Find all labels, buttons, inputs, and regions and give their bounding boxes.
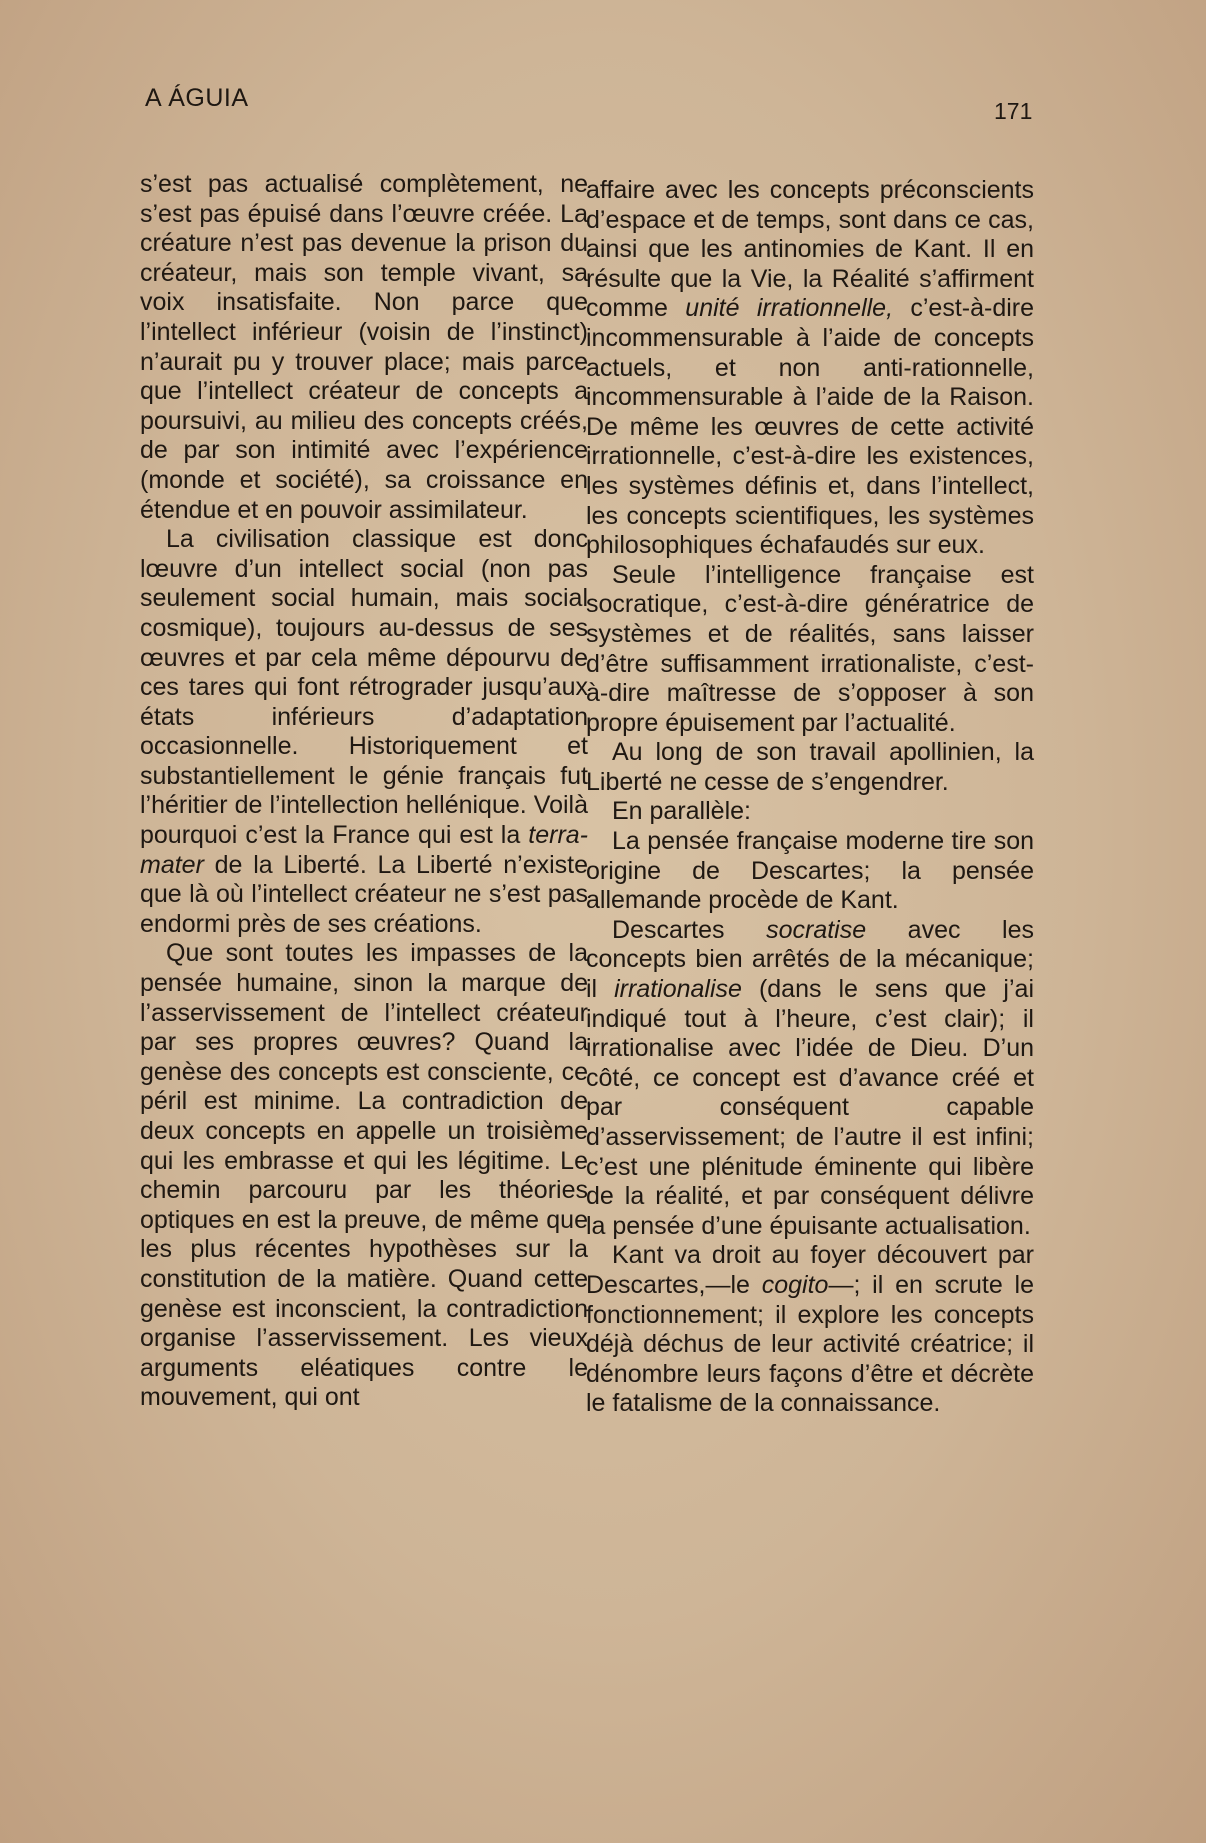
page-number: 171: [994, 98, 1033, 124]
paragraph-text: s’est pas actualisé complètement, ne s’est pas épuisé dans l’œuvre créée. La créature n’est pas devenue la prison du créateur, mais son temple vivant, sa voix insatisfaite. Non parce que l’intellect inférieur (voisin de l’instinct) n’aurait pu y trouver place; mais parce que l’intellect créateur de concepts a poursuivi, au milieu des concepts créés, de par son intimité avec l’expérience (monde et société), sa croissance en étendue et en pouvoir assimilateur.: [140, 170, 588, 524]
paragraph-text: c’est-à-dire incommensurable à l’aide de concepts actuels, et non anti-rationnelle, incommensurable à l’aide de la Raison. De même les œuvres de cette activité irrationnelle, c’est-à-dire les existences, les systèmes définis et, dans l’intellect, les concepts scientifiques, les systèmes philosophiques échafaudés sur eux.: [586, 294, 1035, 560]
paragraph: [586, 797, 1034, 827]
paragraph: [586, 1241, 1034, 1419]
right-column: [586, 176, 1034, 1419]
paragraph-text: Au long de son travail apollinien, la Liberté ne cesse de s’engendrer.: [586, 738, 1034, 796]
paragraph-text: En parallèle:: [612, 797, 751, 826]
paragraph: [586, 916, 1034, 1242]
paragraph: [586, 827, 1034, 916]
paragraph: [586, 738, 1034, 797]
italic-term: terra-mater: [140, 821, 588, 879]
paragraph-text: La pensée française moderne tire son origine de Descartes; la pensée allemande procède de Kant.: [586, 827, 1034, 915]
paragraph: [140, 525, 588, 939]
paragraph-text: (dans le sens que j’ai indiqué tout à l’heure, c’est clair); il irrationalise avec l’idée de Dieu. D’un côté, ce concept est d’avance créé et par conséquent capable d’asservissement; de l’autre il est infini; c’est une plénitude éminente qui libère de la réalité, et par conséquent délivre la pensée d’une épuisante actualisation.: [586, 975, 1034, 1240]
paragraph-text: affaire avec les concepts préconscients d’espace et de temps, sont dans ce cas, ainsi que les antinomies de Kant. Il en résulte que la Vie, la Réalité s’affirment comme: [586, 176, 1034, 323]
paragraph-text: Seule l’intelligence française est socratique, c’est-à-dire génératrice de systèmes et de réalités, sans laisser d’être suffisamment irrationaliste, c’est-à-dire maîtresse de s’opposer à son propre épuisement par l’actualité.: [586, 560, 1034, 737]
italic-term: unité irrationnelle,: [685, 294, 894, 323]
paragraph-text: de la Liberté. La Liberté n’existe que là où l’intellect créateur ne s’est pas endormi près de ses créations.: [140, 850, 588, 938]
paragraph: [140, 939, 588, 1413]
paragraph-text: Descartes: [612, 915, 767, 944]
paragraph-text: La civilisation classique est donc lœuvre d’un intellect social (non pas seulement social humain, mais social cosmique), toujours au-dessus de ses œuvres et par cela même dépourvu de ces tares qui font rétrograder jusqu’aux états inférieurs d’adaptation occasionnelle. Historiquement et substantiellement le génie français fut l’héritier de l’intellection hellénique. Voilà pourquoi c’est la France qui est la: [140, 525, 588, 850]
paragraph-text: —; il en scrute le fonctionnement; il explore les concepts déjà déchus de leur activité créatrice; il dénombre leurs façons d’être et décrète le fatalisme de la connaissance.: [586, 1270, 1034, 1418]
paragraph-text: Kant va droit au foyer découvert par Descartes,—le: [586, 1241, 1034, 1299]
italic-term: socratise: [766, 915, 867, 944]
running-head: A ÁGUIA: [145, 84, 249, 112]
paragraph: [140, 170, 588, 525]
italic-term: irrationalise: [614, 975, 742, 1004]
paragraph: [586, 561, 1034, 739]
italic-term: cogito: [761, 1270, 829, 1299]
paragraph-text: avec les concepts bien arrêtés de la mécanique; il: [586, 915, 1034, 1004]
paragraph-text: Que sont toutes les impasses de la pensée humaine, sinon la marque de l’asservissement de l’intellect créateur par ses propres œuvres? Quand la genèse des concepts est consciente, ce péril est minime. La contradiction de deux concepts en appelle un troisième qui les embrasse et qui les légitime. Le chemin parcouru par les théories optiques en est la preuve, de même que les plus récentes hypothèses sur la constitution de la matière. Quand cette genèse est inconscient, la contradiction organise l’asservissement. Les vieux arguments eléatiques contre le mouvement, qui ont: [140, 939, 588, 1412]
left-column: [140, 170, 588, 1413]
paragraph: [586, 176, 1034, 561]
